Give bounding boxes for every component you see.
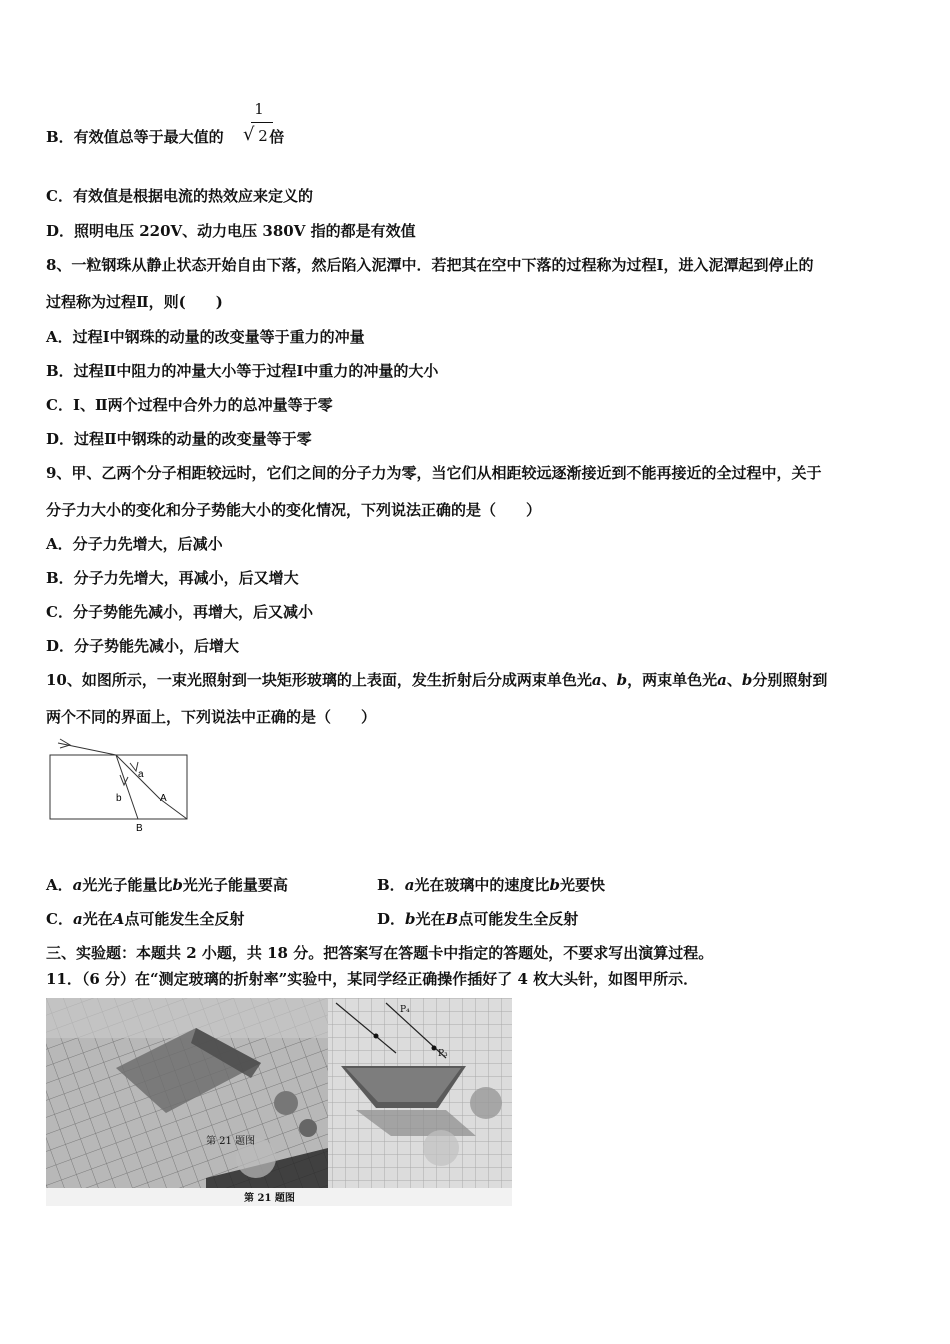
q9-option-c: C．分子势能先减小，再增大，后又减小 (46, 603, 313, 621)
q10-stem-line1: 10、如图所示，一束光照射到一块矩形玻璃的上表面，发生折射后分成两束单色光a、b，两束单色光a、b分别照射到 (46, 671, 828, 689)
label-A: A (160, 793, 167, 804)
q8-stem-line1: 8、一粒钢珠从静止状态开始自由下落，然后陷入泥潭中．若把其在空中下落的过程称为过程Ⅰ，进入泥潭起到停止的 (46, 256, 814, 274)
label-b: b (116, 793, 122, 804)
incident-ray (58, 743, 116, 755)
q8-option-d: D．过程Ⅱ中钢珠的动量的改变量等于零 (46, 430, 312, 448)
q11-stem: 11．（6 分）在“测定玻璃的折射率”实验中，某同学经正确操作插好了 4 枚大头针，如图甲所示． (46, 970, 699, 988)
label-B: B (136, 823, 143, 834)
ray-b (116, 755, 138, 819)
q8-stem-line2: 过程称为过程Ⅱ，则( ) (46, 293, 223, 311)
fraction-numerator: 1 (254, 100, 264, 118)
q10-option-a: A．a光光子能量比b光光子能量要高 (46, 876, 288, 894)
q9-stem-line2: 分子力大小的变化和分子势能大小的变化情况，下列说法正确的是（ ） (46, 501, 542, 519)
q8-option-a: A．过程Ⅰ中钢珠的动量的改变量等于重力的冲量 (46, 328, 365, 346)
q9-stem-line1: 9、甲、乙两个分子相距较远时，它们之间的分子力为零，当它们从相距较远逐渐接近到不能再接近的全过程中，关于 (46, 464, 822, 482)
option-d: D．照明电压 220V、动力电压 380V 指的都是有效值 (46, 222, 416, 240)
q10-option-c: C．a光在A点可能发生全反射 (46, 910, 245, 928)
experiment-photo (46, 998, 512, 1206)
photo-caption-inner: 第 21 题图 (206, 1136, 256, 1147)
sqrt-icon: √ (243, 124, 255, 145)
ray-b-arrow-icon (120, 775, 128, 785)
photo-caption-bottom: 第 21 题图 (244, 1193, 295, 1204)
fraction-one-over-sqrt2 (243, 100, 275, 145)
pin-p3 (374, 1034, 379, 1039)
q8-option-c: C．Ⅰ、Ⅱ两个过程中合外力的总冲量等于零 (46, 396, 333, 414)
q9-option-d: D．分子势能先减小，后增大 (46, 637, 240, 655)
pin-p4-label: P₄ (400, 1005, 410, 1015)
q10-stem-line2: 两个不同的界面上，下列说法中正确的是（ ） (46, 708, 377, 726)
q10-option-d: D．b光在B点可能发生全反射 (377, 910, 579, 928)
glass-refraction-figure (46, 737, 196, 837)
q10-option-b: B．a光在玻璃中的速度比b光要快 (377, 876, 605, 894)
q9-option-b: B．分子力先增大，再减小，后又增大 (46, 569, 299, 587)
q8-option-b: B．过程Ⅱ中阻力的冲量大小等于过程Ⅰ中重力的冲量的大小 (46, 362, 439, 380)
option-b-suffix: 倍 (269, 128, 285, 146)
section-3-heading: 三、实验题：本题共 2 小题，共 18 分。把答案写在答题卡中指定的答题处，不要求写出演算过程。 (46, 944, 714, 962)
label-a: a (138, 769, 144, 780)
glass-rectangle (50, 755, 187, 819)
fraction-denominator: 2 (258, 127, 268, 145)
pin-p4 (432, 1046, 437, 1051)
q9-option-a: A．分子力先增大，后减小 (46, 535, 223, 553)
option-b-prefix: B．有效值总等于最大值的 (46, 128, 224, 146)
pin-p3-label: P₃ (438, 1049, 448, 1059)
option-c: C．有效值是根据电流的热效应来定义的 (46, 187, 313, 205)
